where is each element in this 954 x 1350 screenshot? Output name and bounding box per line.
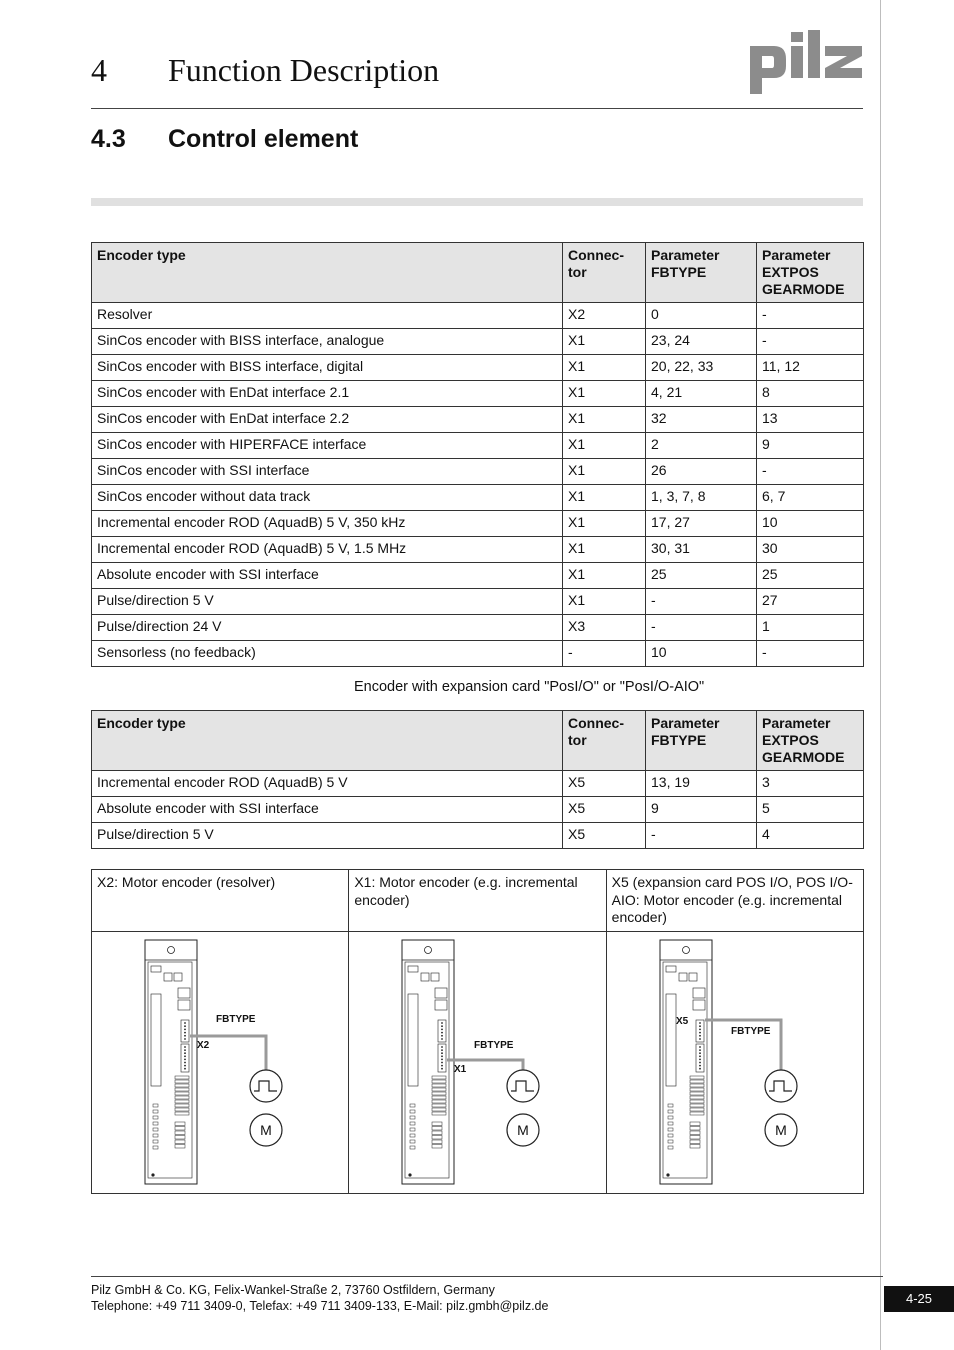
motor-label: M [517,1121,530,1138]
table-cell: Pulse/direction 5 V [92,589,563,615]
table-cell: X1 [563,537,646,563]
fbtype-label: FBTYPE [730,1025,771,1037]
table-cell: Pulse/direction 5 V [92,823,563,849]
connector-label: X1 [454,1063,467,1075]
table-cell: X1 [563,381,646,407]
servo-drive-drawing [660,940,712,1184]
table-cell: X1 [563,459,646,485]
table-cell: X1 [563,589,646,615]
table-cell: 1, 3, 7, 8 [646,485,757,511]
section-number: 4.3 [91,125,126,153]
table-row [92,459,864,485]
table-cell: 8 [757,381,864,407]
table-cell: - [757,641,864,667]
diagram-header-x1: X1: Motor encoder (e.g. incremental encoder) [349,870,606,932]
connection-diagram-table [91,869,864,1194]
drive-diagram-x1 [349,932,606,1190]
table-cell: X3 [563,615,646,641]
table-row [92,641,864,667]
servo-drive-drawing [145,940,197,1184]
section-title: Control element [168,125,359,153]
table-row [92,771,864,797]
table-cell: 32 [646,407,757,433]
table-cell: 25 [646,563,757,589]
table-cell: - [646,823,757,849]
table-row [92,823,864,849]
diagram-cell-x1 [349,931,606,1193]
table-cell: 6, 7 [757,485,864,511]
chapter-title: Function Description [168,52,440,88]
table-cell: - [646,589,757,615]
table-cell: Incremental encoder ROD (AquadB) 5 V, 350 kHz [92,511,563,537]
table-cell: 3 [757,771,864,797]
table-row [92,797,864,823]
table-cell: 9 [757,433,864,459]
fbtype-label: FBTYPE [216,1013,256,1025]
column-header: Parameter EXTPOS GEARMODE [757,243,864,303]
servo-drive-drawing [402,940,454,1184]
table-cell: X5 [563,823,646,849]
table-cell: SinCos encoder with SSI interface [92,459,563,485]
table-row [92,537,864,563]
table-cell: Absolute encoder with SSI interface [92,563,563,589]
expansion-encoder-table [91,710,864,849]
table-cell: 10 [646,641,757,667]
table-cell: Incremental encoder ROD (AquadB) 5 V [92,771,563,797]
table-cell: X1 [563,407,646,433]
drive-diagram-x2 [92,932,349,1190]
table-cell: Resolver [92,303,563,329]
table-cell: X1 [563,563,646,589]
column-header: Parameter FBTYPE [646,243,757,303]
table-cell: Pulse/direction 24 V [92,615,563,641]
diagram-header-x2: X2: Motor encoder (resolver) [92,870,349,932]
table-cell: 0 [646,303,757,329]
fbtype-label: FBTYPE [474,1039,514,1051]
table-cell: - [757,329,864,355]
table-cell: 27 [757,589,864,615]
table-row [92,511,864,537]
page-number: 4-25 [884,1286,954,1312]
table-cell: 5 [757,797,864,823]
table-header-row [92,243,864,303]
drive-diagram-x5 [607,932,864,1190]
table-row [92,355,864,381]
table-cell: SinCos encoder with BISS interface, analogue [92,329,563,355]
table-cell: 4, 21 [646,381,757,407]
table-cell: 13 [757,407,864,433]
footer-address: Pilz GmbH & Co. KG, Felix-Wankel-Straße 2, 73760 Ostfildern, Germany [91,1283,495,1297]
column-header: Parameter EXTPOS GEARMODE [757,711,864,771]
table-row [92,615,864,641]
header-rule [91,108,863,109]
table-cell: 11, 12 [757,355,864,381]
table-row [92,303,864,329]
table-cell: 20, 22, 33 [646,355,757,381]
table-row [92,563,864,589]
chapter-number: 4 [91,52,107,88]
table-cell: X1 [563,433,646,459]
table-cell: X1 [563,511,646,537]
table-cell: 30, 31 [646,537,757,563]
table-cell: X1 [563,485,646,511]
table-cell: X1 [563,329,646,355]
table-cell: - [563,641,646,667]
connector-label: X2 [197,1039,210,1051]
table-cell: - [646,615,757,641]
encoder-table [91,242,864,667]
table-cell: SinCos encoder with BISS interface, digital [92,355,563,381]
footer-contact: Telephone: +49 711 3409-0, Telefax: +49 711 3409-133, E-Mail: pilz.gmbh@pilz.de [91,1299,549,1313]
table-cell: SinCos encoder with EnDat interface 2.1 [92,381,563,407]
encoder-symbol [250,1070,282,1102]
table-cell: 9 [646,797,757,823]
column-header: Encoder type [92,243,563,303]
table-cell: SinCos encoder without data track [92,485,563,511]
table-cell: - [757,459,864,485]
table-cell: X1 [563,355,646,381]
table-cell: 13, 19 [646,771,757,797]
table-cell: 17, 27 [646,511,757,537]
table-row [92,407,864,433]
table-row [92,485,864,511]
footer-rule [91,1276,883,1277]
table-cell: 30 [757,537,864,563]
table-row [92,589,864,615]
table-cell: 10 [757,511,864,537]
table-cell: Incremental encoder ROD (AquadB) 5 V, 1.5 MHz [92,537,563,563]
table-cell: SinCos encoder with HIPERFACE interface [92,433,563,459]
table-cell: - [757,303,864,329]
table-row [92,329,864,355]
table-cell: 1 [757,615,864,641]
column-header: Connec- tor [563,711,646,771]
table-cell: 25 [757,563,864,589]
encoder-symbol [765,1070,797,1102]
table-row [92,433,864,459]
diagram-cell-x5 [606,931,863,1193]
column-header: Parameter FBTYPE [646,711,757,771]
table-row [92,381,864,407]
table-cell: X5 [563,797,646,823]
margin-line [880,0,881,1350]
encoder-symbol [507,1070,539,1102]
table-cell: Absolute encoder with SSI interface [92,797,563,823]
table-cell: 23, 24 [646,329,757,355]
table-cell: 4 [757,823,864,849]
column-header: Encoder type [92,711,563,771]
table-cell: X5 [563,771,646,797]
section-bar [91,198,863,206]
motor-label: M [260,1121,272,1138]
diagram-header-x5: X5 (expansion card POS I/O, POS I/O-AIO: Motor encoder (e.g. incremental encoder) [606,870,863,932]
table-caption: Encoder with expansion card "PosI/O" or "PosI/O-AIO" [354,679,705,695]
table-cell: 26 [646,459,757,485]
diagram-cell-x2 [92,931,349,1193]
connector-label: X5 [675,1015,688,1027]
column-header: Connec- tor [563,243,646,303]
table-header-row [92,711,864,771]
table-cell: Sensorless (no feedback) [92,641,563,667]
motor-label: M [774,1121,787,1138]
table-cell: X2 [563,303,646,329]
table-cell: 2 [646,433,757,459]
pilz-logo [746,26,866,96]
table-cell: SinCos encoder with EnDat interface 2.2 [92,407,563,433]
